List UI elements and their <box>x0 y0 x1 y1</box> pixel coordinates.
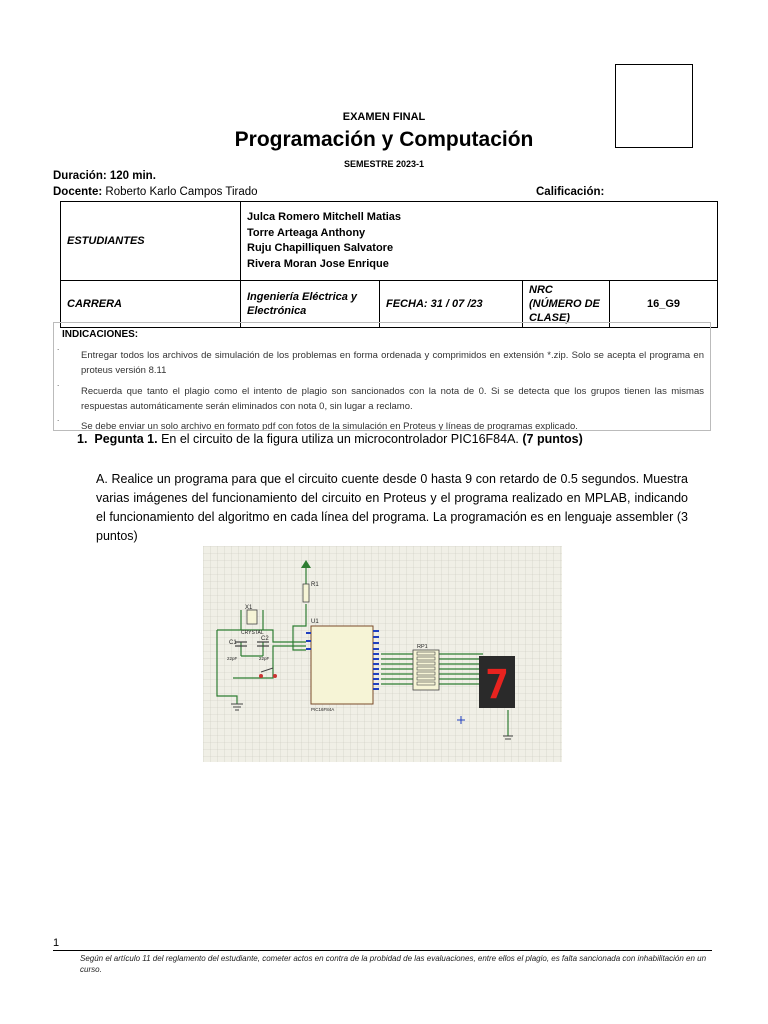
career-label: CARRERA <box>61 281 241 328</box>
students-label: ESTUDIANTES <box>61 202 241 281</box>
teacher-line <box>53 186 258 198</box>
duration-value: 120 min. <box>109 170 156 182</box>
students-list <box>241 202 718 281</box>
duration-label: Duración: <box>53 170 107 182</box>
u1-part: PIC16F84A <box>311 707 335 712</box>
date-value: 31 / 07 /23 <box>430 298 483 310</box>
indication-text: Recuerda que tanto el plagio como el intento de plagio son sancionados con la nota de 0. Si se detecta que los grupos tienen las mismas respuestas automáticamente serán eliminados con nota 0, sin lugar a reclamo. <box>81 386 704 412</box>
question-text: En el circuito de la figura utiliza un microcontrolador PIC16F84A. <box>157 432 523 446</box>
duration-line <box>53 170 156 182</box>
part-a-text: A. Realice un programa para que el circuito cuente desde 0 hasta 9 con retardo de 0.5 segundos. Muestra varias imágenes del funcionamiento del circuito en Proteus y el programa realizado en MPLAB, indicando el funcionamiento del algoritmo en cada línea del programa. La programación es en lenguaje assembler (3 puntos) <box>96 472 688 543</box>
teacher-value: Roberto Karlo Campos Tirado <box>105 186 258 198</box>
indication-item <box>54 419 704 431</box>
footnote-text: Según el artículo 11 del reglamento del estudiante, cometer actos en contra de la probidad de las evaluaciones, entre ellos el plagio, es falta sancionada con inhabilitación en un curso. <box>80 954 707 974</box>
c2-label: C2 <box>261 636 269 642</box>
c1-label: C1 <box>229 640 237 646</box>
course-title: Programación y Computación <box>234 128 534 151</box>
bullet-icon: ˙ <box>57 348 61 359</box>
bullet-icon: ˙ <box>57 419 61 430</box>
c2-value: 22pF <box>259 656 270 661</box>
question-1 <box>77 432 583 446</box>
question-title: Pegunta 1. <box>94 432 158 446</box>
student-name: Rivera Moran Jose Enrique <box>247 257 389 270</box>
student-name: Torre Arteaga Anthony <box>247 226 366 239</box>
indications-title: INDICACIONES: <box>62 329 139 340</box>
grade-label-text: Calificación: <box>536 186 605 198</box>
seven-segment-display <box>479 656 515 708</box>
indication-text: Se debe enviar un solo archivo en formato pdf con fotos de la simulación en Proteus y líneas de programas explicado. <box>81 421 578 431</box>
r1-label: R1 <box>311 582 319 588</box>
indication-item <box>54 348 704 380</box>
display-digit: 7 <box>484 662 510 708</box>
bullet-icon: ˙ <box>57 384 61 395</box>
microcontroller-u1 <box>306 619 379 712</box>
semester-label: SEMESTRE 2023-1 <box>343 159 425 169</box>
u1-label: U1 <box>311 619 319 625</box>
resistor-pack-rp1 <box>413 644 439 690</box>
info-table <box>60 201 718 328</box>
career-value: Ingeniería Eléctrica y Electrónica <box>241 281 380 328</box>
footnote-rule <box>53 950 712 951</box>
question-points: (7 puntos) <box>522 432 583 446</box>
date-label: FECHA: <box>386 298 428 310</box>
circuit-figure <box>203 546 562 762</box>
rp1-label: RP1 <box>417 644 428 650</box>
grade-label <box>536 186 604 198</box>
indications-box <box>53 322 711 431</box>
nrc-value: 16_G9 <box>610 281 718 328</box>
student-name: Ruju Chapilliquen Salvatore <box>247 242 394 254</box>
teacher-label: Docente: <box>53 186 103 198</box>
question-number: 1. <box>77 432 88 446</box>
nrc-label: NRC (NÚMERO DE CLASE) <box>523 281 610 328</box>
c1-value: 22pF <box>227 656 238 661</box>
indication-text: Entregar todos los archivos de simulación de los problemas en forma ordenada y comprimidos en extensión *.zip. Solo se acepta el programa en proteus versión 8.11 <box>81 350 704 376</box>
date-cell <box>380 281 523 328</box>
exam-label: EXAMEN FINAL <box>342 111 426 123</box>
indication-item <box>54 384 704 416</box>
crystal-text: CRYSTAL <box>241 630 264 636</box>
x1-label: X1 <box>245 605 253 611</box>
student-name: Julca Romero Mitchell Matias <box>247 211 402 223</box>
footnote-number: 1 <box>53 937 60 949</box>
